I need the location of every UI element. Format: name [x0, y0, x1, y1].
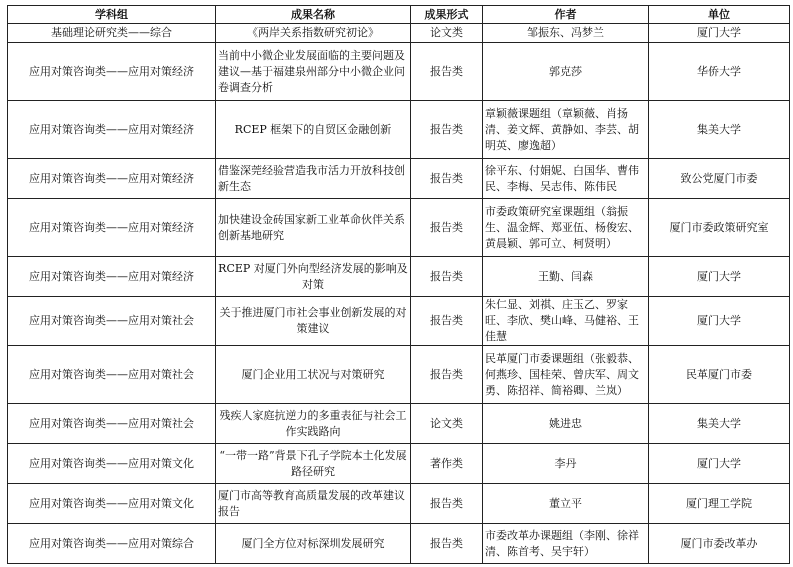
- table-row: [8, 444, 790, 484]
- cell-group: 应用对策咨询类——应用对策文化: [8, 484, 216, 524]
- cell-unit: 集美大学: [649, 404, 790, 444]
- cell-title: 关于推进厦门市社会事业创新发展的对策建议: [216, 297, 411, 346]
- header-form: 成果形式: [411, 6, 483, 24]
- header-unit: 单位: [649, 6, 790, 24]
- cell-author: 李丹: [483, 444, 649, 484]
- cell-author: 王勤、闫森: [483, 257, 649, 297]
- cell-form: 报告类: [411, 101, 483, 159]
- table-row: [8, 524, 790, 564]
- table-row: [8, 43, 790, 101]
- table-row: [8, 257, 790, 297]
- cell-form: 著作类: [411, 444, 483, 484]
- cell-form: 报告类: [411, 43, 483, 101]
- table-row: [8, 159, 790, 199]
- cell-group: 应用对策咨询类——应用对策经济: [8, 43, 216, 101]
- cell-form: 报告类: [411, 199, 483, 257]
- cell-group: 应用对策咨询类——应用对策文化: [8, 444, 216, 484]
- cell-title: 借鉴深莞经验营造我市活力开放科技创新生态: [216, 159, 411, 199]
- table-row: [8, 101, 790, 159]
- cell-unit: 华侨大学: [649, 43, 790, 101]
- header-row: [8, 6, 790, 24]
- cell-author: 董立平: [483, 484, 649, 524]
- cell-title: 加快建设金砖国家新工业革命伙伴关系创新基地研究: [216, 199, 411, 257]
- cell-form: 论文类: [411, 404, 483, 444]
- cell-group: 应用对策咨询类——应用对策社会: [8, 297, 216, 346]
- cell-author: 姚进忠: [483, 404, 649, 444]
- table-row: [8, 199, 790, 257]
- cell-group: 应用对策咨询类——应用对策经济: [8, 101, 216, 159]
- cell-unit: 民革厦门市委: [649, 346, 790, 404]
- cell-form: 报告类: [411, 297, 483, 346]
- cell-author: 市委改革办课题组（李刚、徐祥清、陈首考、吴宇轩）: [483, 524, 649, 564]
- cell-author: 郭克莎: [483, 43, 649, 101]
- cell-title: “一带一路”背景下孔子学院本土化发展路径研究: [216, 444, 411, 484]
- cell-title: 残疾人家庭抗逆力的多重表征与社会工作实践路向: [216, 404, 411, 444]
- cell-form: 报告类: [411, 524, 483, 564]
- table-row: [8, 297, 790, 346]
- cell-group: 应用对策咨询类——应用对策经济: [8, 159, 216, 199]
- table-row: [8, 404, 790, 444]
- cell-author: 市委政策研究室课题组（翁振生、温金辉、郑亚伍、杨俊宏、黄晨颖、郭可立、柯贤明）: [483, 199, 649, 257]
- cell-title: 厦门全方位对标深圳发展研究: [216, 524, 411, 564]
- awards-table: [7, 5, 790, 564]
- cell-unit: 厦门市委政策研究室: [649, 199, 790, 257]
- cell-form: 报告类: [411, 484, 483, 524]
- header-group: 学科组: [8, 6, 216, 24]
- cell-title: 厦门企业用工状况与对策研究: [216, 346, 411, 404]
- cell-author: 徐平东、付娟妮、白国华、曹伟民、李梅、吴志伟、陈伟民: [483, 159, 649, 199]
- cell-group: 基础理论研究类——综合: [8, 24, 216, 43]
- cell-form: 报告类: [411, 257, 483, 297]
- cell-unit: 集美大学: [649, 101, 790, 159]
- cell-author: 邹振东、冯梦兰: [483, 24, 649, 43]
- cell-title: 《两岸关系指数研究初论》: [216, 24, 411, 43]
- cell-form: 报告类: [411, 159, 483, 199]
- table-row: [8, 24, 790, 43]
- cell-title: RCEP 框架下的自贸区金融创新: [216, 101, 411, 159]
- cell-unit: 厦门大学: [649, 24, 790, 43]
- cell-author: 民革厦门市委课题组（张毅恭、何燕珍、国桂荣、曾庆军、周文勇、陈招祥、简裕卿、兰岚）: [483, 346, 649, 404]
- cell-group: 应用对策咨询类——应用对策经济: [8, 257, 216, 297]
- cell-unit: 厦门大学: [649, 257, 790, 297]
- cell-unit: 厦门理工学院: [649, 484, 790, 524]
- cell-group: 应用对策咨询类——应用对策经济: [8, 199, 216, 257]
- cell-form: 论文类: [411, 24, 483, 43]
- cell-unit: 厦门大学: [649, 444, 790, 484]
- table-row: [8, 346, 790, 404]
- cell-title: 厦门市高等教育高质量发展的改革建议报告: [216, 484, 411, 524]
- table-row: [8, 484, 790, 524]
- cell-group: 应用对策咨询类——应用对策社会: [8, 346, 216, 404]
- cell-author: 朱仁显、刘祺、庄玉乙、罗家旺、李欣、樊山峰、马健裕、王佳慧: [483, 297, 649, 346]
- cell-form: 报告类: [411, 346, 483, 404]
- cell-unit: 厦门大学: [649, 297, 790, 346]
- cell-title: RCEP 对厦门外向型经济发展的影响及对策: [216, 257, 411, 297]
- cell-unit: 厦门市委改革办: [649, 524, 790, 564]
- header-author: 作者: [483, 6, 649, 24]
- cell-unit: 致公党厦门市委: [649, 159, 790, 199]
- header-title: 成果名称: [216, 6, 411, 24]
- cell-title: 当前中小微企业发展面临的主要问题及建议—基于福建泉州部分中小微企业问卷调查分析: [216, 43, 411, 101]
- cell-group: 应用对策咨询类——应用对策综合: [8, 524, 216, 564]
- cell-author: 章颖薇课题组（章颖薇、肖扬清、姜文辉、黄静如、李芸、胡明英、廖逸超）: [483, 101, 649, 159]
- cell-group: 应用对策咨询类——应用对策社会: [8, 404, 216, 444]
